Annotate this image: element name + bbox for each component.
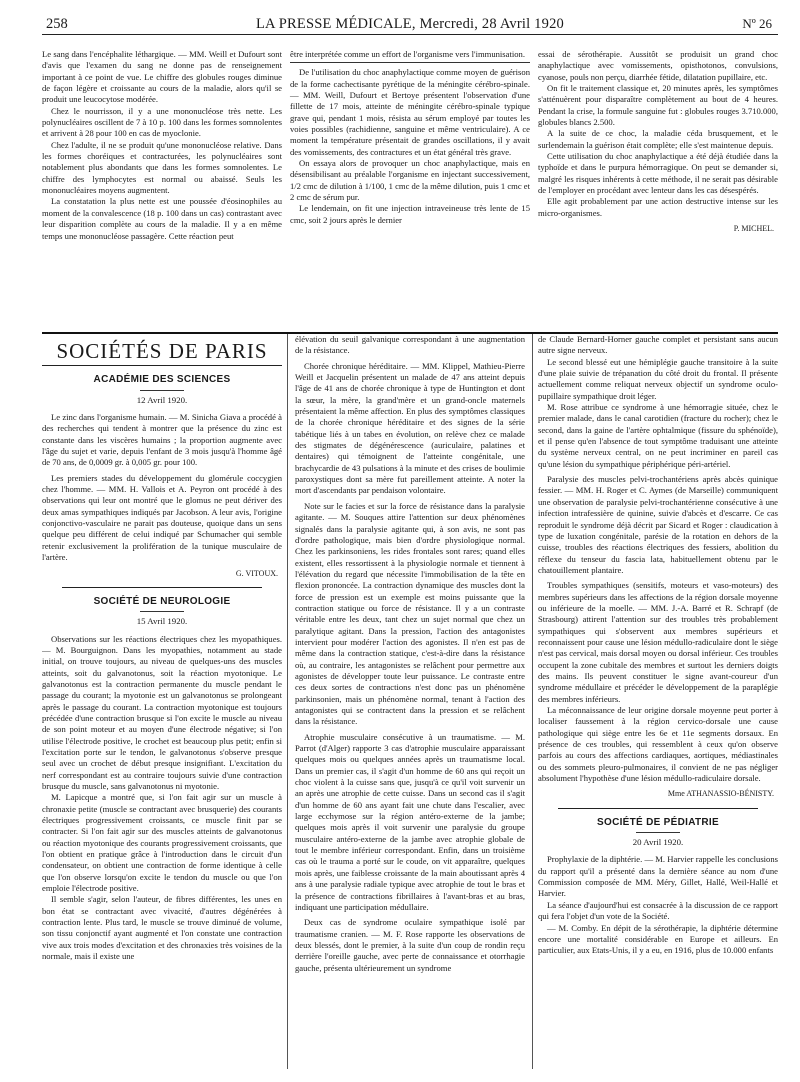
issue-number: Nº 26: [742, 16, 772, 31]
paragraph: On essaya alors de provoquer un choc anaphylactique, mais en désensibilisant au préalable l'organisme en injectant successivement, 1/2 cmc de dilution à 1/100, 1 cmc de la même dilution, puis 1 cmc et 2 cmc de sérum pur.: [290, 158, 530, 203]
journal-page: [42, 14, 778, 1069]
paragraph: Observations sur les réactions électriques chez les myopathiques. — M. Bourguignon. Dans les myopathies, notamment au stade initial, on trouve toujours, au niveau de quelques-uns des muscles atteints, soit du galvanotonus, soit la réaction myotonique. Le galvanotonus est la contraction permanente du muscle pendant le passage du courant; la myotonie est un galvanotonus se prolongeant après le passage du courant. La contraction myotonique est toujours précédée d'une contraction brusque si l'on excite le muscle au niveau de son point moteur et au moyen d'une électrode négative; si l'on utilise l'électrode positive, le crochet est beaucoup plus petit; enfin si l'excitation porte sur le tendon, le galvanotonus s'observe presque seul avec un crochet de début presque insignifiant. L'excitation du nerf correspondant est au contraire toujours suivie d'une contraction brusque du muscle, sans galvanotonus ni myotonie.: [42, 633, 282, 791]
neurologie-date: 15 Avril 1920.: [136, 616, 188, 627]
signature: G. VITOUX.: [235, 568, 278, 578]
bottom-column-3: [538, 334, 778, 1069]
paragraph: Atrophie musculaire consécutive à un traumatisme. — M. Parrot (d'Alger) rapporte 3 cas d'atrophie musculaire apparaissant quelques mois ou quelques années après un traumatisme local. Dans un premier cas, il s'agit d'un homme de 60 ans qui reçoit un choc violent à la cuisse sans que, jusqu'à ce qu'il voit survenir un an après une atrophie de cette cuisse. Dans un second cas il s'agit d'un homme de 60 ans ayant fait une chute dans l'escalier, avec large ecchymose sur la région antéro-externe de la jambe; quelques mois après il voit survenir une paralysie du groupe musculaire antéro-externe de la jambe avec atrophie globale de tout le membre inférieur correspondant. Enfin, dans un troisième cas où le trauma a porté sur le coude, on vit apparaître, quelques mois après, une faiblesse croissante de la main aboutissant après 4 ans à une paralysie radiale typique avec atrophie de tout le bras et la présence de contractions fibrillaires à l'avant-bras et au bras, indiquant une participation médullaire.: [295, 731, 525, 912]
top-column-1: [42, 49, 282, 326]
title-rule: [42, 365, 282, 366]
paragraph: M. Rose attribue ce syndrome à une hémorragie située, chez le premier malade, dans le canal carotidien (fracture du rocher); chez le second, dans la gaine de l'artère ophtalmique (fissure du sphénoïde), et il pense qu'en l'absence de tout symptôme traduisant une atteinte du système nerveux central, on ne peut incriminer en pareil cas qu'une lésion du sympathique périphérique péri-artériel.: [538, 402, 778, 469]
page-header: [42, 14, 778, 34]
paragraph: Chorée chronique héréditaire. — MM. Klippel, Mathieu-Pierre Weill et Jacquelin présentent un malade de 47 ans atteint depuis l'âge de 41 ans de chorée chronique à type de Huntington et dont la sœur, la mère, la grand'mère et un grand-oncle maternels présentaient la même affection. En plus des symptômes classiques de la chorée chronique héréditaire et des signes de la série tabétique liés à un tabes en évolution, on relève chez ce malade des stigmates de dégénérescence (auriculaire, palatines et dentaires) qui témoignent de l'atteinte congénitale, une brachycardie de 43 pulsations à la minute et des crises de boulimie paroxystiques dont sa mère fut pareillement atteinte. A noter la mort d'ascendants par pendaison volontaire.: [295, 360, 525, 496]
neurologie-heading: SOCIÉTÉ DE NEUROLOGIE: [93, 595, 231, 607]
paragraph: La méconnaissance de leur origine dorsale moyenne peut porter à localiser faussement à la région cervico-dorsale une cause pathologique qui siège entre les 6e et 11e segments dorsaux. En présence de ces troubles, qui ressemblent à ceux qu'on observe parfois au cours des affections cardiaques, aortiques, médiastinales ou des sommets pleuro-pulmonaires, il convient de ne pas négliger absolument l'hypothèse d'une lésion médullo-radiculaire dorsale.: [538, 705, 778, 784]
paragraph: Chez l'adulte, il ne se produit qu'une mononucléose relative. Dans les formes choréiques et contracturées, les polynucléaires sont notablement plus abondants que dans les formes somnolentes. Le chiffre des lymphocytes est normal ou abaissé. Seuls les mononucléaires moyens augmentent.: [42, 139, 282, 196]
heading-rule: [140, 390, 184, 391]
paragraph: Cette utilisation du choc anaphylactique a été déjà étudiée dans la typhoïde et dans le purpura hémorragique. On peut se demander si, malgré les risques inhérents à cette méthode, il ne serait pas désirable de l'employer en procédant avec lenteur dans les cas désespérés.: [538, 151, 778, 196]
paragraph: Il semble s'agir, selon l'auteur, de fibres différentes, les unes en bon état se contractant avec vivacité, d'autres dégénérées à contraction lente. Plus tard, le muscle se trouve diminué de volume, son tissu conjonctif ayant augmenté et l'on constate une contraction vive aux trois modes d'excitation et des chronaxies très voisines de la normale, mais il existe une: [42, 894, 282, 962]
paragraph: M. Lapicque a montré que, si l'on fait agir sur un muscle à chronaxie petite (muscle se contractant avec brusquerie) des courants électriques progressivement croissants, ce muscle finit par se contracter. Si l'on fait agir sur des muscles atteints de galvanotonus ou réaction myotonique des courants progressivement croissants, que l'on obtient en pratique grâce à l'introduction dans le circuit d'un condensateur, on obtient une contraction de forme identique à celle que l'on observe lorsqu'on excite le tendon du muscle ou que l'on emploie l'électrode positive.: [42, 792, 282, 894]
page-number: 258: [46, 16, 68, 32]
paragraph: élévation du seuil galvanique correspondant à une augmentation de la résistance.: [295, 334, 525, 356]
paragraph: A la suite de ce choc, la maladie céda brusquement, et le surlendemain la guérison était complète; elle s'est maintenue depuis.: [538, 128, 778, 150]
separator-rule: [558, 808, 758, 809]
paragraph: — M. Comby. En dépit de la sérothérapie, la diphtérie détermine encore une mortalité considérable en Europe et ailleurs. En particulier, aux Etats-Unis, il y a eu, en 1916, plus de 10.000 enfants: [538, 922, 778, 956]
paragraph: Prophylaxie de la diphtérie. — M. Harvier rappelle les conclusions du rapport qu'il a présenté dans la dernière séance au nom d'une Commission composée de MM. Méry, Gillet, Hallé, Weil-Hallé et Harvier.: [538, 854, 778, 899]
bottom-column-2: [287, 334, 533, 1069]
paragraph: Chez le nourrisson, il y a une mononucléose très nette. Les polynucléaires oscillent de 7 à 10 p. 100 dans les formes somnolentes et arrivent à 28 pour 100 en cas de myoclonie.: [42, 105, 282, 139]
paragraph: Le lendemain, on fit une injection intraveineuse très lente de 15 cmc, soit 2 jours après le dernier: [290, 203, 530, 225]
paragraph: Le zinc dans l'organisme humain. — M. Sinicha Giava a procédé à des recherches qui tendent à montrer que la présence du zinc est constante dans les viscères humains ; la proportion augmente avec l'âge du sujet et varie, depuis l'enfant de 3 mois jusqu'à l'homme âgé de 70 ans, de 0,0009 gr. à 0,005 gr. pour 100.: [42, 412, 282, 468]
heading-rule: [140, 611, 184, 612]
paragraph: Deux cas de syndrome oculaire sympathique isolé par traumatisme cranien. — M. F. Rose rapporte les observations de deux blessés, dont le premier, à la suite d'un coup de rondin reçu derrière l'oreille gauche, avec perte de connaissance et otorrhagie gauche, présenta ultérieurement un syndrome: [295, 917, 525, 973]
paragraph: La séance d'aujourd'hui est consacrée à la discussion de ce rapport qui fera l'objet d'un vote de la Société.: [538, 899, 778, 922]
paragraph: Paralysie des muscles pelvi-trochantériens après abcès quinique fessier. — MM. H. Roger et C. Aymes (de Marseille) communiquent une observation de paralysie pelvi-trochantérienne consécutive à une infection intrafessière de quinine, suivie d'abcès et d'escarre. Ce cas reproduit le syndrome déjà décrit par Sicard et Roger : claudication à type de luxation congénitale, parésie de la rotation en dehors de la cuisse, troubles des réactions électriques des fessiers, abolition du réflexe du tenseur du fascia lata, habituellement obtenu par le chatouillement plantaire.: [538, 474, 778, 575]
top-column-3: [538, 49, 778, 326]
separator-rule: [290, 62, 530, 63]
journal-title: LA PRESSE MÉDICALE, Mercredi, 28 Avril 1920: [256, 16, 564, 32]
bottom-column-1: [42, 334, 282, 1069]
signature: Mme ATHANASSIO-BÉNISTY.: [667, 789, 774, 799]
pediatrie-heading: SOCIÉTÉ DE PÉDIATRIE: [597, 816, 719, 828]
top-section: [42, 35, 778, 326]
paragraph: Note sur le facies et sur la force de résistance dans la paralysie agitante. — M. Souques attire l'attention sur deux phénomènes signalés dans la paralysie agitante qui, à son avis, ne sont pas d'ordre pathologique, mais bien d'ordre physiologique normal. Chez les parkinsoniens, les rides frontales sont rares; quand elles existent, elles ressortissent à la physiologie normale et tiennent à l'élévation du regard que nécessite l'immobilisation de la tête en flexion prononcée. La contraction dynamique des muscles dont la force de pression est un exemple est moins puissante que la contraction statique ou force de résistance. Il y a un contraste véritable entre les deux, tant chez un sujet normal que chez un paralytique agitant. Dans la pression, l'action des antagonistes intervient pour modérer l'action des agonistes. Il n'en est pas de même dans la contraction statique, c'est-à-dire dans la résistance où, au contraire, les antagonistes se relâchent pour permettre aux agonistes de développer toute leur puissance. Le contraste entre ces deux sortes de contractions n'est donc pas un phénomène parkinsonien, mais un phénomène normal, tenant à l'action des antagonistes qui se contractent dans la pression et se relâchent dans la résistance.: [295, 500, 525, 727]
academie-date: 12 Avril 1920.: [136, 394, 188, 405]
signature: P. MICHEL.: [733, 224, 774, 234]
paragraph: être interprétée comme un effort de l'organisme vers l'immunisation.: [290, 49, 525, 59]
paragraph: Les premiers stades du développement du glomérule coccygien chez l'homme. — MM. H. Vallois et A. Peyron ont procédé à des observations qui leur ont montré que le glomus ne peut dériver des deux amas sympathiques indiqués par Jacobson. A leur avis, l'origine conjonctivo-vasculaire ne parait pas douteuse, quoique dans un sens quelque peu différent de celui indiqué par Schumacher qui semble retenir exclusivement la prolifération de la tunique musculaire de l'artère.: [42, 472, 282, 563]
paragraph: De l'utilisation du choc anaphylactique comme moyen de guérison de la forme cachectisante pyrétique de la méningite cérébro-spinale. — MM. Weill, Dufourt et Bertoye présentent l'observation d'une fillette de 17 mois, atteinte de méningite cérébro-spinale typique grave qui, pendant 1 mois, résista au sérum employé par toutes les voies possibles (rachidienne, sanguine et même ventriculaire). A ce moment la température présentait de grandes oscillations, il y avait des vomissements, des contractures et un état général très grave.: [290, 67, 530, 157]
paragraph: Elle agit probablement par une action destructive intense sur les micro-organismes.: [538, 196, 778, 218]
paragraph: On fit le traitement classique et, 20 minutes après, les symptômes s'atténuèrent pour disparaître complètement au bout de 4 heures. Pendant la crise, la formule sanguine fut : globules rouges 3.710.000, globules blancs 2.500.: [538, 83, 778, 128]
academie-heading: ACADÉMIE DES SCIENCES: [93, 374, 231, 386]
paragraph: essai de sérothérapie. Aussitôt se produisit un grand choc anaphylactique avec vomissements, opisthotonos, convulsions, cyanose, pouls non perçu, diarrhée fétide, dilatation pupillaire, etc.: [538, 49, 778, 82]
societes-title: SOCIÉTÉS DE PARIS: [56, 339, 268, 363]
paragraph: Troubles sympathiques (sensitifs, moteurs et vaso-moteurs) des membres supérieurs dans les affections de la région dorsale moyenne ou inférieure de la moelle. — MM. J.-A. Barré et R. Schrapf (de Strasbourg) attirent l'attention sur des troubles très probablement sympathiques qui s'observent aux membres supérieurs et reconnaissent pour cause une lésion médullo-radiculaire dont le siège n'est pas cervical, mais dorsal moyen ou dorsal inférieur. Ces troubles occupent la zone cubitale des membres et surtout les derniers doigts des mains. Ils peuvent constituer le signe avant-coureur d'un syndrome médullaire et précéder le développement de la paraplégie des membres inférieurs.: [538, 580, 778, 704]
paragraph: Le second blessé eut une hémiplégie gauche transitoire à la suite d'une plaie suivie de trépanation du côté droit du frontal. Il présente actuellement comme reliquat nerveux objectif un syndrome oculo-pupillaire sympathique droit léger.: [538, 356, 778, 401]
heading-rule: [636, 832, 680, 833]
paragraph: Le sang dans l'encéphalite léthargique. — MM. Weill et Dufourt sont d'avis que l'examen du sang ne donne pas de renseignement important à ce point de vue. Le chiffre des globules rouges diminue de façon légère et croissante au cours de la maladie, alors qu'il se produit une leucocytose modérée.: [42, 49, 282, 105]
top-column-2: [290, 49, 530, 326]
paragraph: La constatation la plus nette est une poussée d'éosinophiles au moment de la convalescence (18 p. 100 dans un cas) contrastant avec leur disparition complète au cours de la maladie. Il y a en même temps une mononucléose passagère. Cette réaction peut: [42, 196, 282, 241]
pediatrie-date: 20 Avril 1920.: [632, 837, 684, 848]
paragraph: de Claude Bernard-Horner gauche complet et persistant sans aucun autre signe nerveux.: [538, 334, 778, 356]
bottom-section: [42, 334, 778, 1069]
separator-rule: [62, 587, 262, 588]
